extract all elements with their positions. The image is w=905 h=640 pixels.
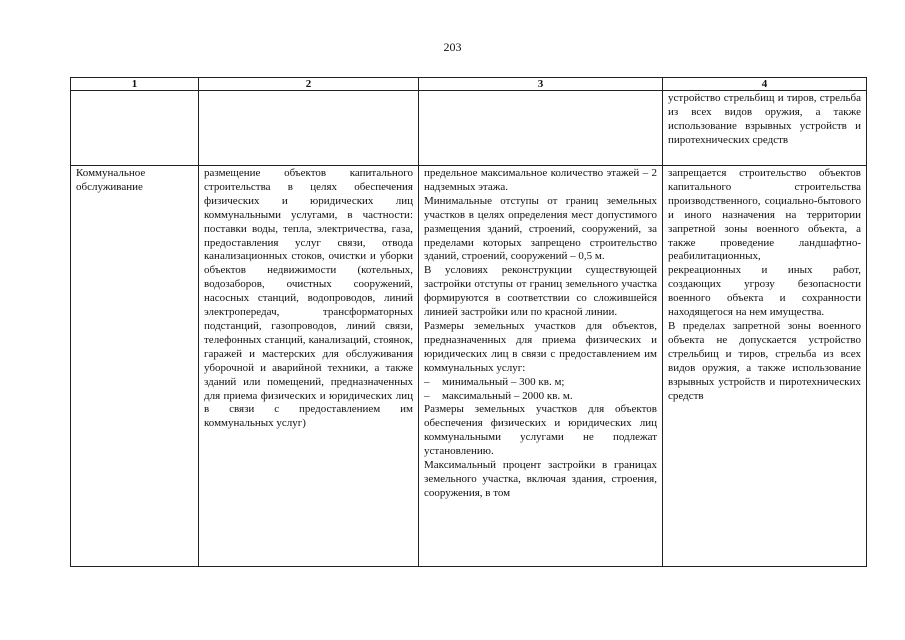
- restrictions-paragraph: рекреационных и иных работ, создающих угрозу безопасности военного объекта и сохранности находящегося на нем имущества.: [668, 264, 861, 319]
- table-row: [71, 166, 867, 567]
- parameters-paragraph: Размеры земельных участков для объектов обеспечения физических и юридических лиц коммунальными услугами не подлежат установлению.: [424, 403, 657, 458]
- parameters-paragraph: Максимальный процент застройки в границах земельного участка, включая здания, строения, сооружения, в том: [424, 459, 657, 499]
- land-use-type-cell: Коммунальное обслуживание: [71, 166, 199, 567]
- parameters-cell: [419, 166, 663, 567]
- restrictions-cell: [663, 166, 867, 567]
- table-cell-empty: [199, 91, 419, 166]
- dash-marker: –: [424, 375, 430, 388]
- restrictions-paragraph: запрещается строительство объектов капитального строительства производственного, социально-бытового и иного назначения на территории запретной зоны военного объекта, а также проведение ландшафтно-реабилитационных,: [668, 167, 861, 263]
- regulation-table: [70, 77, 867, 567]
- table-cell-empty: [71, 91, 199, 166]
- parameters-paragraph: В условиях реконструкции существующей застройки отступы от границ земельного участка формируются в соответствии со сложившейся линией застройки или по красной линии.: [424, 264, 657, 319]
- column-header-3: 3: [419, 78, 663, 91]
- restrictions-continuation-cell: устройство стрельбищ и тиров, стрельба из всех видов оружия, а также использование взрывных устройств и пиротехнических средств: [663, 91, 867, 166]
- parameters-paragraph: предельное максимальное количество этажей – 2 надземных этажа.: [424, 167, 657, 193]
- table-header-row: [71, 78, 867, 91]
- page-number: 203: [443, 40, 462, 54]
- parameters-paragraph: Минимальные отступы от границ земельных участков в целях определения мест допустимого размещения зданий, строений, сооружений, за пределами которых запрещено строительство зданий, строений, сооружений – 0,5 м.: [424, 194, 657, 263]
- dash-marker: –: [424, 389, 430, 402]
- table-row: [71, 91, 867, 166]
- list-item: [424, 390, 657, 404]
- column-header-2: 2: [199, 78, 419, 91]
- list-item: [424, 376, 657, 390]
- land-use-description-cell: размещение объектов капитального строительства в целях обеспечения физических и юридических лиц коммунальными услугами, в частности: поставки воды, тепла, электричества, газа, предоставления услуг связи, отвода канализационных стоков, очистки и уборки объектов недвижимости (котельных, водозаборов, очистных сооружений, насосных станций, водопроводов, линий электропередач, трансформаторных подстанций, газопроводов, линий связи, телефонных станций, канализаций, стоянок, гаражей и мастерских для обслуживания уборочной и аварийной техники, а также зданий или помещений, предназначенных для приема физических и юридических лиц в связи с предоставлением им коммунальных услуг): [199, 166, 419, 567]
- column-header-1: 1: [71, 78, 199, 91]
- parameters-paragraph: Размеры земельных участков для объектов, предназначенных для приема физических и юридических лиц в связи с предоставлением им коммунальных услуг:: [424, 319, 657, 374]
- list-item-text: минимальный – 300 кв. м;: [442, 375, 565, 388]
- column-header-4: 4: [663, 78, 867, 91]
- list-item-text: максимальный – 2000 кв. м.: [442, 389, 573, 402]
- restrictions-paragraph: В пределах запретной зоны военного объекта не допускается устройство стрельбищ и тиров, стрельба из всех видов оружия, а также использование взрывных устройств и пиротехнических средств: [668, 319, 861, 402]
- table-cell-empty: [419, 91, 663, 166]
